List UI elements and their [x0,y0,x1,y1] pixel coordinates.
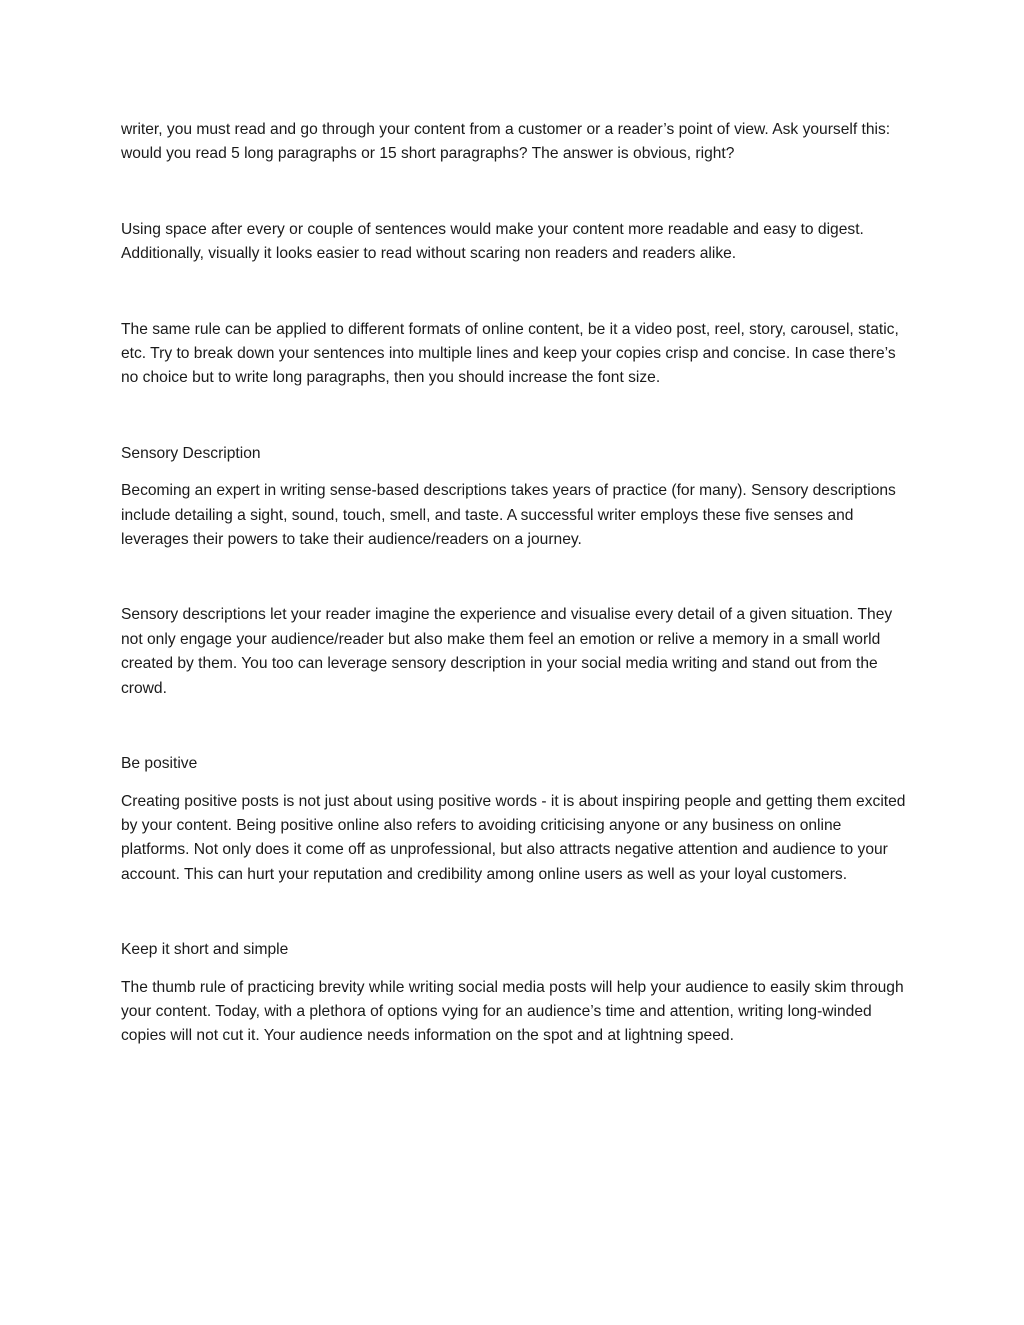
paragraph-sensory-expert: Becoming an expert in writing sense-based descriptions takes years of practice (for many). Sensory descriptions include detailing a sight, sound, touch, smell, and taste. A successful writer employs these five senses and leverages their powers to take their audience/readers on a journey. [121,482,896,549]
heading-be-positive: Be positive [121,755,198,773]
paragraph-positive-posts: Creating positive posts is not just about using positive words - it is about inspiring people and getting them excited by your content. Being positive online also refers to avoiding criticising anyone or any business on online platforms. Not only does it come off as unprofessional, but also attracts negative attention and audience to your account. This can hurt your reputation and credibility among online users as well as your loyal customers. [121,792,906,883]
paragraph-spacing: Using space after every or couple of sentences would make your content more readable and easy to digest. Additionally, visually it looks easier to read without scaring non readers and readers alike. [121,220,864,263]
paragraph-formats: The same rule can be applied to different formats of online content, be it a video post, reel, story, carousel, static, etc. Try to break down your sentences into multiple lines and keep your copies crisp and concise. In case there’s no choice but to write long paragraphs, then you should increase the font size. [121,320,899,387]
heading-keep-short: Keep it short and simple [121,941,289,959]
paragraph-reader-view: writer, you must read and go through your content from a customer or a reader’s point of view. Ask yourself this: would you read 5 long paragraphs or 15 short paragraphs? The answer is obvious, right? [121,121,891,163]
heading-sensory-description: Sensory Description [121,444,261,462]
paragraph-brevity: The thumb rule of practicing brevity while writing social media posts will help your audience to easily skim through your content. Today, with a plethora of options vying for an audience’s time and attention, writing long-winded copies will not cut it. Your audience needs information on the spot and at lightning speed. [121,978,904,1045]
document-body [121,118,911,1049]
paragraph-sensory-imagine: Sensory descriptions let your reader imagine the experience and visualise every detail of a given situation. They not only engage your audience/reader but also make them feel an emotion or relive a memory in a small world created by them. You too can leverage sensory description in your social media writing and stand out from the crowd. [121,606,893,697]
